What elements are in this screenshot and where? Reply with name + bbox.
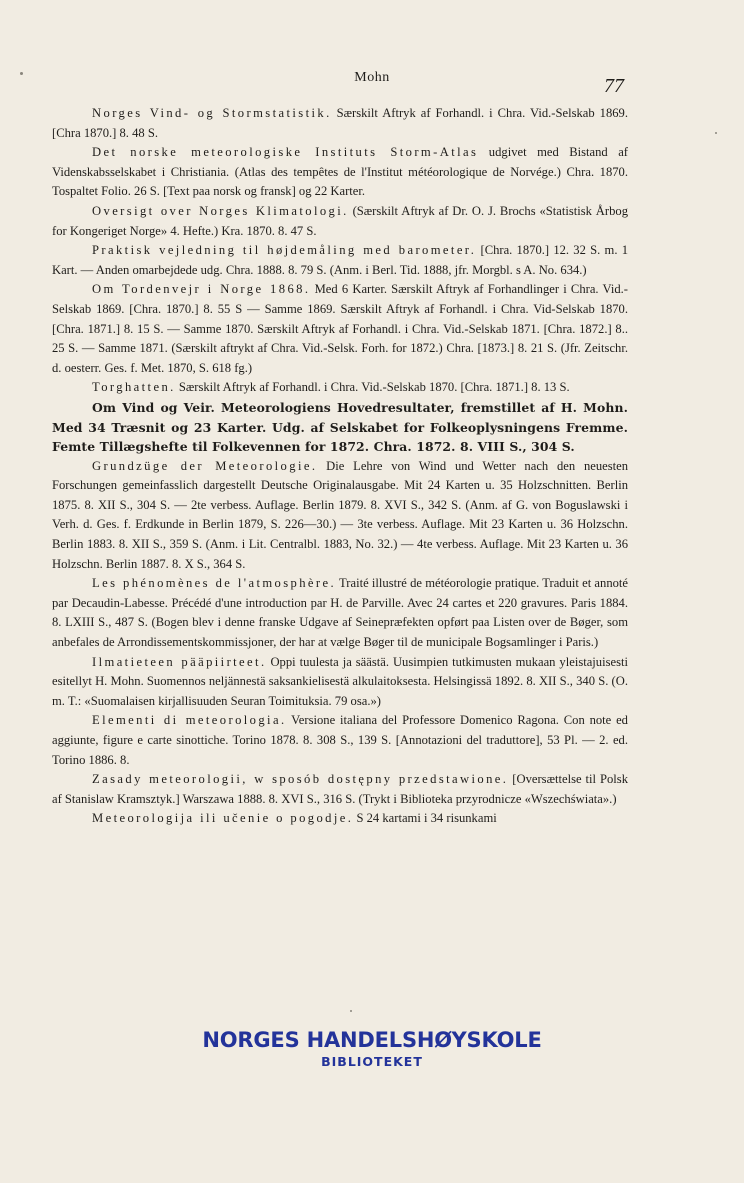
entry-text: Oppi tuulesta ja säästä. Uusimpien tutkimusten mukaan yleistajuisesti esitellyt H. Mohn. Suomennos neljännestä saksankielisestä alkulaitoksesta. Helsingissä 1892. 8. XII S., 340 S. (O. m. T.: «Suomalaisen kirjallisuuden Seuran Toimituksia. 79 osa.») — [52, 654, 628, 708]
bibliography-entry — [52, 457, 628, 575]
entry-text: Versione italiana del Professore Domenico Ragona. Con note ed aggiunte, figure e carte sinottiche. Torino 1878. 8. 308 S., 139 S. [Annotazioni del traduttore], 53 Pl. — 2. ed. Torino 1886. 8. — [52, 713, 628, 767]
bibliography-entry-fraktur — [52, 398, 628, 457]
entry-text: Særskilt Aftryk af Forhandl. i Chra. Vid.-Selskab 1870. [Chra. 1871.] 8. 13 S. — [175, 380, 570, 395]
bibliography-entry — [52, 143, 628, 202]
entry-title: Norges Vind- og Stormstatistik. — [92, 106, 332, 120]
entry-text: S 24 kartami i 34 risunkami — [353, 811, 497, 826]
bibliography-list — [52, 104, 628, 829]
entry-text: udgivet med Bistand af Videnskabsselskabet i Christiania. (Atlas des tempêtes de l'Institut météorologique de Norvége.) Chra. 1870. Tospaltet Folio. 26 S. [Text paa norsk og fransk] og 22 Karter. — [52, 145, 628, 199]
paper-speck — [715, 132, 717, 134]
library-stamp — [0, 1028, 744, 1069]
bibliography-entry — [52, 378, 628, 398]
entry-title: Om Tordenvejr i Norge 1868. — [92, 282, 311, 297]
page-number: 77 — [604, 75, 624, 97]
entry-title: Grundzüge der Meteorologie. — [92, 458, 318, 473]
entry-title: Zasady meteorologii, w sposób dostępny przedstawione. — [92, 772, 509, 787]
entry-title: Meteorologija ili učenie o pogodje. — [92, 811, 354, 826]
bibliography-entry — [52, 809, 628, 829]
stamp-institution: NORGES HANDELSHØYSKOLE — [202, 1028, 542, 1052]
stamp-department: BIBLIOTEKET — [321, 1054, 423, 1069]
entry-text: Traité illustré de météorologie pratique. Traduit et annoté par Decaudin-Labesse. Précédé d'une introduction par H. de Parville. Avec 24 cartes et 220 gravures. Paris 1884. 8. LXIII S., 487 S. (Bogen blev i denne franske Udgave af Seinepræfekten opført paa Listen over de Bøger, som anbefales de Arrondissementskommissjoner, der har at vælge Bøger til de municipale Bogsamlinger i Paris.) — [52, 576, 628, 650]
entry-text: Om Vind og Veir. Meteorologiens Hovedresultater, fremstillet af H. Mohn. Med 34 Træsnit og 23 Karter. Udg. af Selskabet for Folkeoplysningens Fremme. Femte Tillægshefte til Folkevennen for 1872. Chra. 1872. 8. VIII S., 304 S. — [52, 399, 628, 455]
bibliography-entry — [52, 280, 628, 378]
entry-title: Det norske meteorologiske Instituts Storm-Atlas — [92, 145, 479, 160]
bibliography-entry — [52, 574, 628, 652]
bibliography-entry — [52, 241, 628, 280]
entry-title: Les phénomènes de l'atmosphère. — [92, 576, 337, 591]
paper-speck — [20, 72, 23, 75]
paper-speck — [350, 1010, 352, 1012]
running-head-title: Mohn — [354, 70, 390, 85]
entry-title: Ilmatieteen pääpiirteet. — [92, 654, 267, 669]
entry-title: Oversigt over Norges Klimatologi. — [92, 203, 349, 218]
bibliography-entry — [52, 202, 628, 241]
entry-title: Torghatten. — [92, 380, 176, 395]
bibliography-entry — [52, 104, 628, 143]
bibliography-entry — [52, 711, 628, 770]
bibliography-entry — [52, 653, 628, 712]
entry-title: Elementi di meteorologia. — [92, 713, 287, 728]
entry-text: Særskilt Aftryk af Forhandl. i Chra. Vid.-Selskab 1869. [Chra 1870.] 8. 48 S. — [52, 106, 628, 140]
entry-text: [Chra. 1870.] 12. 32 S. m. 1 Kart. — Anden omarbejdede udg. Chra. 1888. 8. 79 S. (Anm. i Berl. Tid. 1888, jfr. Morgbl. s A. No. 634.) — [52, 243, 628, 277]
entry-text: Med 6 Karter. Særskilt Aftryk af Forhandlinger i Chra. Vid.-Selskab 1869. [Chra. 1870.] 8. 55 S — Samme 1869. Særskilt Aftryk af Forhandl. i Chra. Vid-Selskab 1870. [Chra. 1871.] 8. 15 S. — Samme 1870. Særskilt Aftryk af Forhandl. i Chra. Vid.-Selskab 1871. [Chra. 1872.] 8.. 25 S. — Samme 1871. (Særskilt aftrykt af Chra. Vid.-Selsk. Forh. for 1872.) Chra. [1873.] 8. 21 S. (Jfr. Zeitschr. d. oesterr. Ges. f. Met. 1870, S. 618 fg.) — [52, 282, 628, 375]
entry-title: Praktisk vejledning til højdemåling med barometer. — [92, 243, 477, 258]
entry-text: [Oversættelse til Polsk af Stanislaw Kramsztyk.] Warszawa 1888. 8. XVI S., 316 S. (Trykt i Biblioteka przyrodnicze «Wszechświata».) — [52, 772, 628, 806]
entry-text: (Særskilt Aftryk af Dr. O. J. Brochs «Statistisk Årbog for Kongeriget Norge» 4. Hefte.) Kra. 1870. 8. 47 S. — [52, 203, 628, 238]
entry-text: Die Lehre von Wind und Wetter nach den neuesten Forschungen gemeinfasslich dargestellt Deutsche Originalausgabe. Mit 24 Karten u. 35 Holzschnitten. Berlin 1875. 8. XII S., 304 S. — 2te verbess. Auflage. Berlin 1879. 8. XVI S., 342 S. (Anm. af G. von Boguslawski i Verh. d. Ges. f. Erdkunde in Berlin 1879, S. 226—30.) — 3te verbess. Auflage. Mit 23 Karten u. 36 Holzschn. Berlin 1883. 8. XII S., 359 S. (Anm. i Lit. Centralbl. 1883, No. 32.) — 4te verbess. Auflage. Mit 23 Karten u. 36 Holzschn. Berlin 1887. 8. X S., 364 S. — [52, 458, 629, 571]
bibliography-entry — [52, 770, 628, 809]
